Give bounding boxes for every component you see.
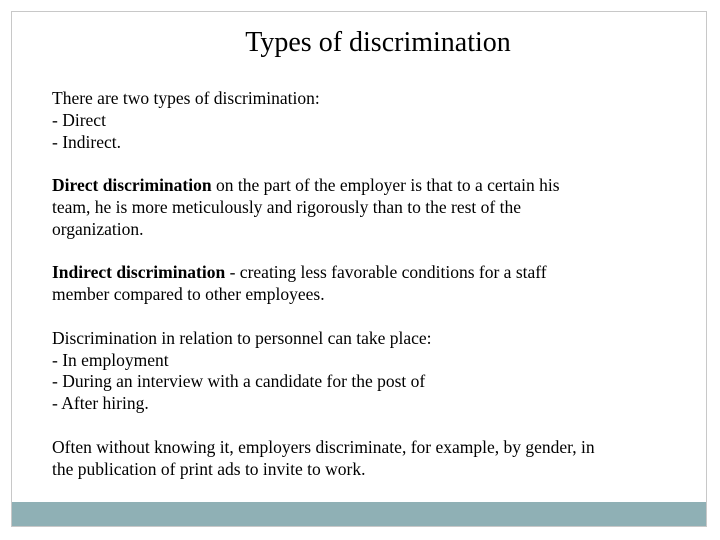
indirect-term: Indirect discrimination xyxy=(52,262,226,283)
intro-lead: There are two types of discrimination: xyxy=(52,88,320,108)
footer-bar xyxy=(12,502,706,526)
direct-line-1 xyxy=(52,175,672,197)
closing-line-2: the publication of print ads to invite to work. xyxy=(52,458,366,479)
personnel-item-after-hiring: - After hiring. xyxy=(52,393,149,414)
personnel-item-employment: - In employment xyxy=(52,349,169,370)
direct-definition xyxy=(52,175,672,240)
intro-block xyxy=(52,88,672,153)
indirect-definition xyxy=(52,262,672,306)
intro-item-direct: - Direct xyxy=(52,109,106,130)
indirect-line-1 xyxy=(52,262,672,284)
direct-text-1: on the part of the employer is that to a certain his xyxy=(211,175,560,196)
intro-item-indirect: - Indirect. xyxy=(52,131,121,152)
closing-line-1: Often without knowing it, employers discriminate, for example, by gender, in xyxy=(52,436,595,457)
slide-body xyxy=(52,88,672,502)
personnel-lead: Discrimination in relation to personnel can take place: xyxy=(52,327,432,348)
direct-text-3: organization. xyxy=(52,218,144,239)
indirect-text-1: - creating less favorable conditions for a staff xyxy=(225,262,547,283)
slide-title: Types of discrimination xyxy=(245,27,511,58)
personnel-item-interview: - During an interview with a candidate for the post of xyxy=(52,371,426,392)
direct-term: Direct discrimination xyxy=(52,175,212,196)
closing-block xyxy=(52,437,672,481)
personnel-block xyxy=(52,328,672,415)
indirect-text-2: member compared to other employees. xyxy=(52,284,325,305)
direct-text-2: team, he is more meticulously and rigorously than to the rest of the xyxy=(52,196,521,217)
